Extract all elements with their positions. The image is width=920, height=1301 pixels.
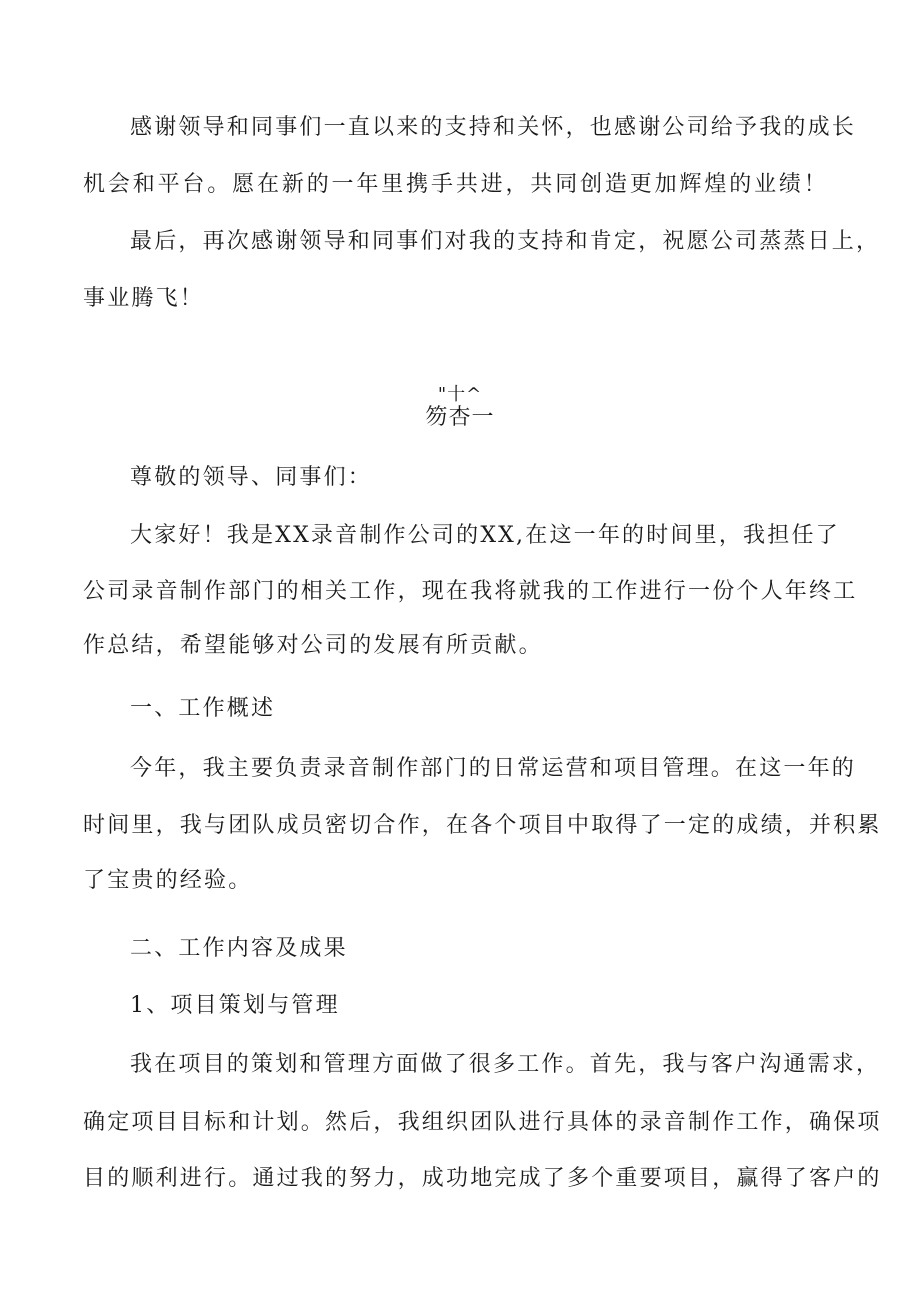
- paragraph-line: 确定项目目标和计划。然后，我组织团队进行具体的录音制作工作，确保项: [83, 1110, 882, 1135]
- section-title-top: "十^: [437, 384, 483, 405]
- paragraph-line: 公司录音制作部门的相关工作，现在我将就我的工作进行一份个人年终工: [83, 579, 858, 604]
- paragraph-line: 作总结，希望能够对公司的发展有所贡献。: [83, 633, 543, 658]
- heading-work-content: 二、工作内容及成果: [130, 936, 348, 961]
- paragraph-line: 目的顺利进行。通过我的努力，成功地完成了多个重要项目，赢得了客户的: [83, 1166, 882, 1191]
- section-title: 笏杏一: [425, 405, 495, 430]
- paragraph-line: 了宝贵的经验。: [83, 868, 253, 893]
- salutation: 尊敬的领导、同事们：: [130, 465, 373, 490]
- paragraph-line: 时间里，我与团队成员密切合作，在各个项目中取得了一定的成绩，并积累: [83, 813, 882, 838]
- paragraph-line: 事业腾飞！: [83, 286, 205, 311]
- paragraph-line: 感谢领导和同事们一直以来的支持和关怀，也感谢公司给予我的成长: [130, 115, 857, 140]
- paragraph-line: 机会和平台。愿在新的一年里携手共进，共同创造更加辉煌的业绩！: [83, 172, 828, 197]
- subheading-project-planning: 1、项目策划与管理: [130, 993, 340, 1018]
- paragraph-line: 我在项目的策划和管理方面做了很多工作。首先，我与客户沟通需求，: [130, 1052, 881, 1077]
- paragraph-line: 今年，我主要负责录音制作部门的日常运营和项目管理。在这一年的: [130, 756, 857, 781]
- paragraph-line: 最后，再次感谢领导和同事们对我的支持和肯定，祝愿公司蒸蒸日上，: [130, 229, 881, 254]
- paragraph-line: 大家好！我是XX录音制作公司的XX,在这一年的时间里，我担任了: [130, 523, 840, 548]
- heading-work-overview: 一、工作概述: [130, 696, 276, 721]
